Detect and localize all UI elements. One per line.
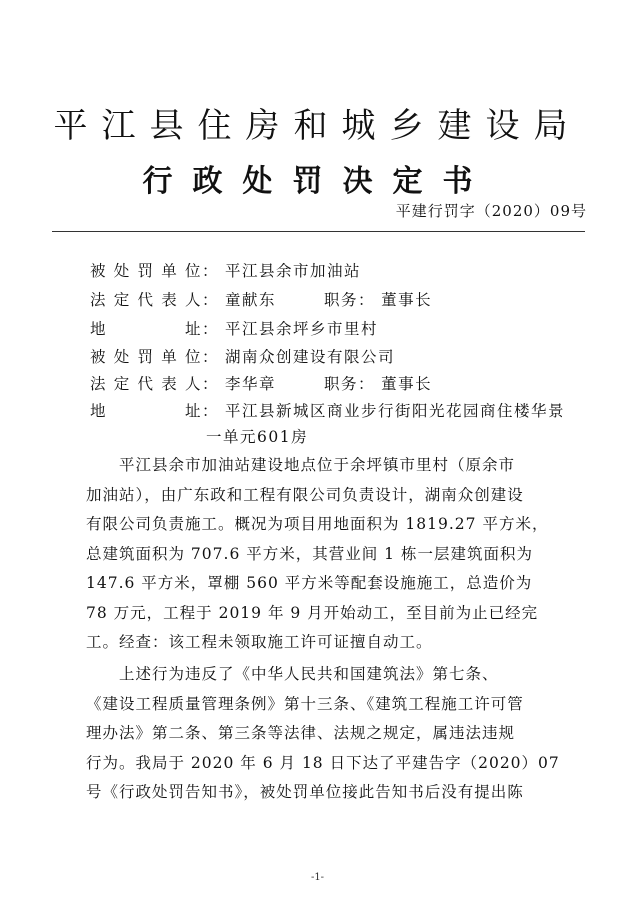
paragraph-line: 《建设工程质量管理条例》第十三条、《建筑工程施工许可管: [86, 694, 524, 713]
paragraph-line: 工。经查：该工程未领取施工许可证擅自动工。: [86, 633, 433, 651]
field-value: 一单元601房: [206, 428, 309, 446]
role-label: 职务: [324, 375, 359, 393]
paragraph-line: 行为。我局于 2020 年 6 月 18 日下达了平建告字（2020）07: [86, 753, 560, 772]
party1-address-row: 地址： 平江县余坪乡市里村: [90, 317, 378, 339]
paragraph-line: 上述行为违反了《中华人民共和国建筑法》第七条、: [86, 665, 499, 683]
paragraph-line: 理办法》第二条、第三条等法律、法规之规定，属违法违规: [86, 724, 516, 742]
document-number: 平建行罚字（2020）09号: [395, 202, 587, 220]
role-label: 职务: [324, 291, 359, 309]
field-value: 平江县新城区商业步行街阳光花园商住楼华景: [225, 402, 566, 420]
party1-unit-row: 被处罚单位： 平江县余市加油站: [90, 259, 361, 281]
header-rule: [52, 231, 585, 232]
party2-address-row: 地址： 平江县新城区商业步行街阳光花园商住楼华景: [90, 399, 565, 421]
field-label: 法定代表人: [90, 291, 202, 309]
paragraph-line: 有限公司负责施工。概况为项目用地面积为 1819.27 平方米，: [86, 515, 549, 533]
field-label: 地址: [90, 320, 202, 338]
document-title: 行政处罚决定书: [142, 164, 493, 199]
field-label: 法定代表人: [90, 375, 202, 393]
paragraph-line: 加油站），由广东政和工程有限公司负责设计，湖南众创建设: [86, 485, 524, 504]
field-label: 被处罚单位: [90, 348, 202, 366]
paragraph-line: 147.6 平方米，罩棚 560 平方米等配套设施施工，总造价为: [86, 574, 533, 592]
paragraph-line: 78 万元，工程于 2019 年 9 月开始动工，至目前为止已经完: [86, 603, 539, 622]
role-value: 董事长: [381, 375, 433, 393]
party2-rep-row: 法定代表人： 李华章 职务： 董事长: [90, 372, 432, 394]
field-label: 地址: [90, 402, 202, 420]
field-value: 童献东: [225, 291, 277, 309]
role-value: 董事长: [381, 291, 433, 309]
field-value: 平江县余市加油站: [225, 262, 362, 280]
party2-unit-row: 被处罚单位： 湖南众创建设有限公司: [90, 345, 395, 367]
field-value: 湖南众创建设有限公司: [225, 348, 396, 366]
field-value: 李华章: [225, 375, 277, 393]
field-value: 平江县余坪乡市里村: [225, 320, 379, 338]
facts-paragraph: [86, 451, 586, 658]
paragraph-line: 号《行政处罚告知书》，被处罚单位接此告知书后没有提出陈: [86, 783, 524, 801]
violation-paragraph: [86, 660, 586, 808]
agency-title: 平江县住房和城乡建设局: [53, 106, 582, 146]
paragraph-line: 总建筑面积为 707.6 平方米，其营业间 1 栋一层建筑面积为: [86, 544, 533, 563]
party2-address-continuation: [206, 425, 308, 447]
party1-rep-row: 法定代表人： 童献东 职务： 董事长: [90, 288, 432, 310]
page-number: -1-: [310, 872, 325, 883]
paragraph-line: 平江县余市加油站建设地点位于余坪镇市里村（原余市: [86, 456, 516, 474]
field-label: 被处罚单位: [90, 262, 202, 280]
